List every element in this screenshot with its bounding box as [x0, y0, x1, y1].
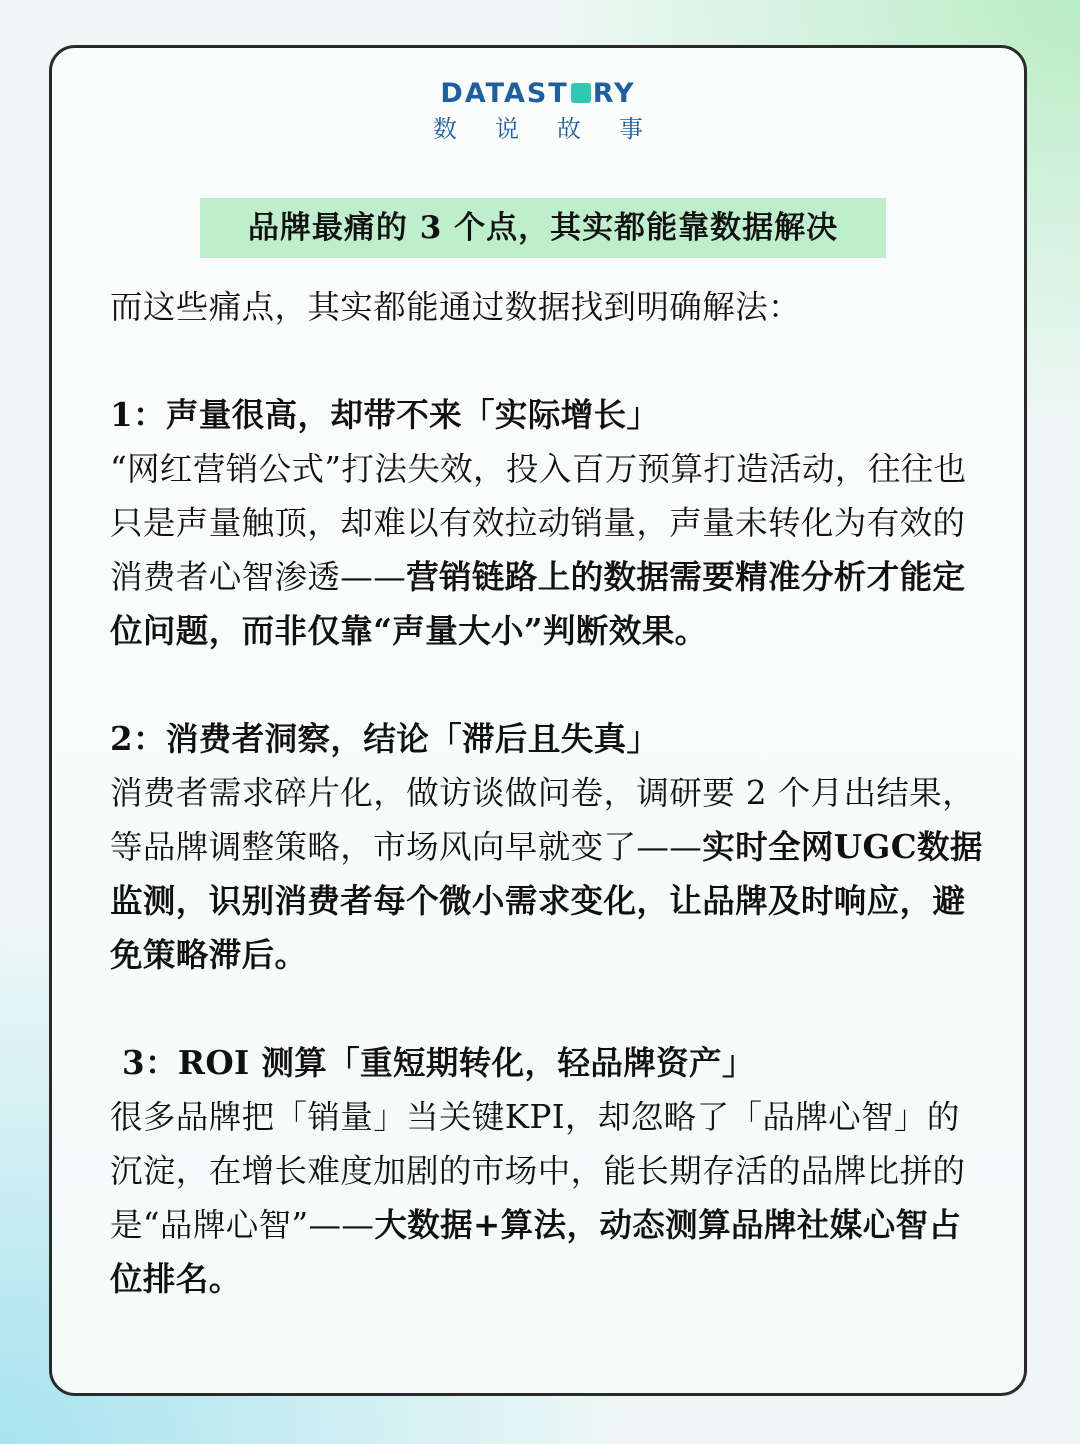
section-3-body: 很多品牌把「销量」当关键KPI，却忽略了「品牌心智」的沉淀，在增长难度加剧的市场中，能长期存活的品牌比拼的是“品牌心智”——大数据+算法，动态测算品牌社媒心智占位排名。 — [110, 1098, 966, 1298]
section-1-highlight: 营销链路上的数据需要精准分析才能定位问题，而非仅靠“声量大小”判断效果。 — [110, 557, 966, 650]
intro-text: 而这些痛点，其实都能通过数据找到明确解法： — [110, 288, 801, 326]
section-3-heading: 3：ROI 测算「重短期转化，轻品牌资产」 — [122, 1043, 755, 1082]
section-1-heading: 1：声量很高，却带不来「实际增长」 — [110, 395, 660, 434]
content-card — [49, 45, 1027, 1396]
headline-banner: 品牌最痛的 3 个点，其实都能靠数据解决 — [200, 198, 886, 258]
datastory-logo — [52, 78, 1024, 146]
section-2-heading: 2：消费者洞察，结论「滞后且失真」 — [110, 719, 660, 758]
section-3-highlight: 大数据+算法，动态测算品牌社媒心智占位排名。 — [110, 1205, 962, 1298]
logo-english: DATAST RY — [440, 78, 636, 109]
logo-chinese: 数说故事 — [433, 115, 681, 143]
article-body — [110, 280, 990, 1306]
section-2-body: 消费者需求碎片化，做访谈做问卷，调研要 2 个月出结果，等品牌调整策略，市场风向早就变了——实时全网UGC数据监测，识别消费者每个微小需求变化，让品牌及时响应，避免策略滞后。 — [110, 774, 983, 974]
section-2-highlight: 实时全网UGC数据监测，识别消费者每个微小需求变化，让品牌及时响应，避免策略滞后。 — [110, 827, 983, 974]
logo-o-block-icon — [571, 83, 591, 103]
section-1-body: “网红营销公式”打法失效，投入百万预算打造活动，往往也只是声量触顶，却难以有效拉动销量，声量未转化为有效的消费者心智渗透——营销链路上的数据需要精准分析才能定位问题，而非仅靠“声量大小”判断效果。 — [110, 450, 967, 650]
